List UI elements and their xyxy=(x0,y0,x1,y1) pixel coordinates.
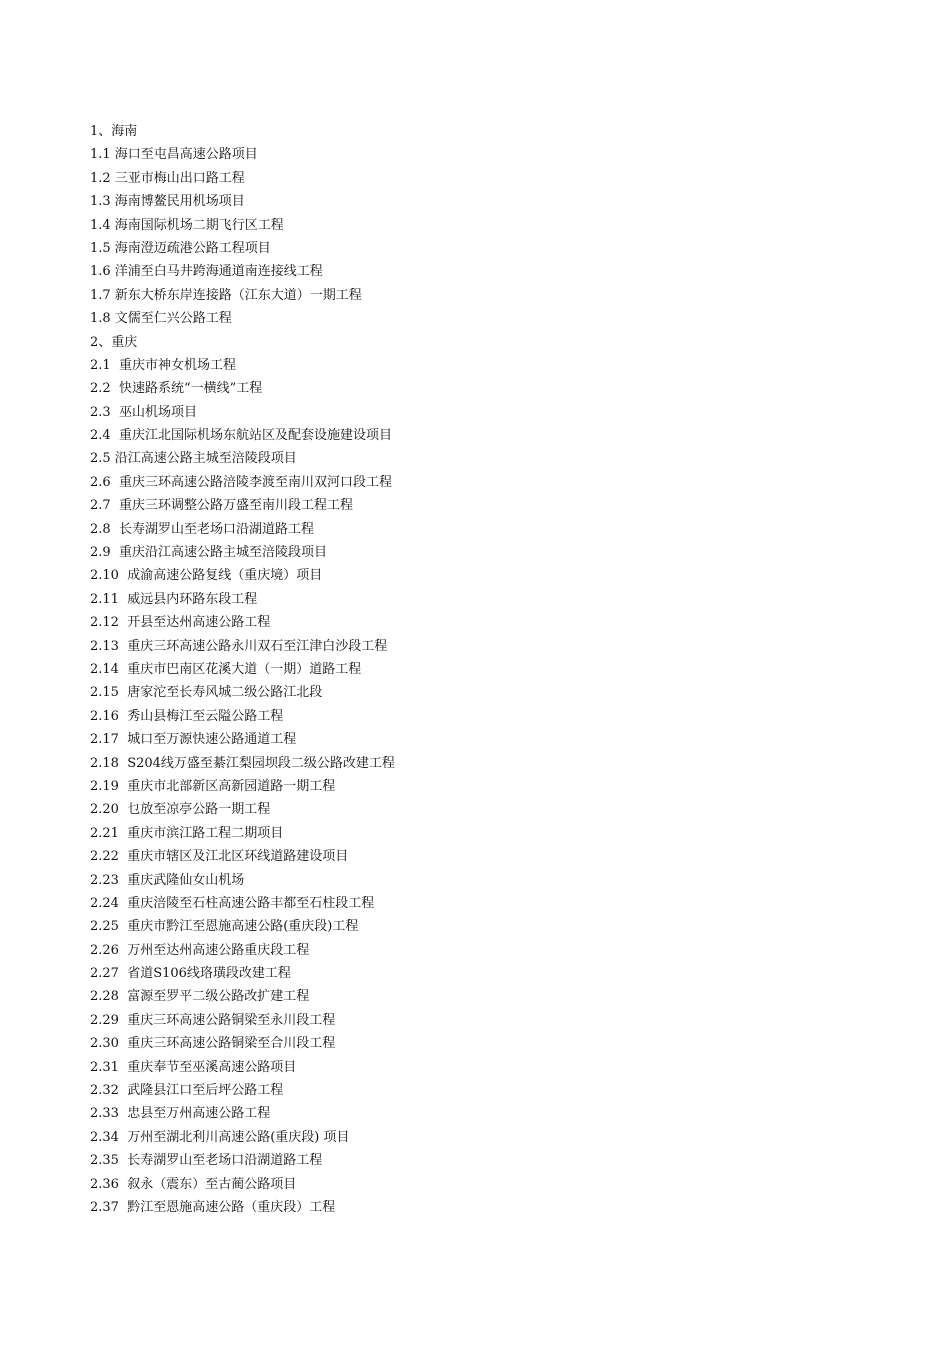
list-item: 1.6 洋浦至白马井跨海通道南连接线工程 xyxy=(90,264,323,280)
list-item: 2.1 重庆市神女机场工程 xyxy=(90,357,236,373)
list-item: 2.33 忠县至万州高速公路工程 xyxy=(90,1106,271,1122)
list-item: 2.29 重庆三环高速公路铜梁至永川段工程 xyxy=(90,1012,336,1028)
list-item: 2.18 S204线万盛至綦江梨园坝段二级公路改建工程 xyxy=(90,755,395,771)
list-item: 2.36 叙永（震东）至古蔺公路项目 xyxy=(90,1176,297,1192)
list-item: 2.24 重庆涪陵至石柱高速公路丰都至石柱段工程 xyxy=(90,895,375,911)
list-item: 2.32 武隆县江口至后坪公路工程 xyxy=(90,1083,284,1099)
list-item: 2.27 省道S106线珞璜段改建工程 xyxy=(90,966,291,982)
list-item: 2.37 黔江至恩施高速公路（重庆段）工程 xyxy=(90,1199,336,1215)
list-item: 2.11 威远县内环路东段工程 xyxy=(90,591,258,607)
list-item: 2.35 长寿湖罗山至老场口沿湖道路工程 xyxy=(90,1153,323,1169)
list-item: 2.3 巫山机场项目 xyxy=(90,404,197,420)
list-item: 2.7 重庆三环调整公路万盛至南川段工程工程 xyxy=(90,498,353,514)
project-list xyxy=(90,120,910,1219)
list-item: 2.10 成渝高速公路复线（重庆境）项目 xyxy=(90,568,323,584)
list-item: 2.16 秀山县梅江至云隘公路工程 xyxy=(90,708,284,724)
list-item: 2.4 重庆江北国际机场东航站区及配套设施建设项目 xyxy=(90,428,392,444)
list-item: 2.21 重庆市滨江路工程二期项目 xyxy=(90,825,284,841)
list-item: 2、重庆 xyxy=(90,334,138,350)
list-item: 1.5 海南澄迈疏港公路工程项目 xyxy=(90,240,271,256)
list-item: 1、海南 xyxy=(90,124,138,139)
list-item: 2.12 开县至达州高速公路工程 xyxy=(90,615,271,631)
list-item: 1.7 新东大桥东岸连接路（江东大道）一期工程 xyxy=(90,287,362,303)
list-item: 1.4 海南国际机场二期飞行区工程 xyxy=(90,217,284,233)
list-item: 2.14 重庆市巴南区花溪大道（一期）道路工程 xyxy=(90,661,362,677)
list-item: 2.28 富源至罗平二级公路改扩建工程 xyxy=(90,989,310,1005)
list-item: 2.20 乜放至凉亭公路一期工程 xyxy=(90,802,271,818)
list-item: 2.30 重庆三环高速公路铜梁至合川段工程 xyxy=(90,1036,336,1052)
list-item: 2.9 重庆沿江高速公路主城至涪陵段项目 xyxy=(90,545,327,561)
list-item: 2.8 长寿湖罗山至老场口沿湖道路工程 xyxy=(90,521,314,537)
list-item: 2.5 沿江高速公路主城至涪陵段项目 xyxy=(90,451,297,467)
list-item: 2.23 重庆武隆仙女山机场 xyxy=(90,872,245,888)
list-item: 1.1 海口至屯昌高速公路项目 xyxy=(90,147,258,163)
list-item: 2.19 重庆市北部新区高新园道路一期工程 xyxy=(90,778,336,794)
list-item: 1.2 三亚市梅山出口路工程 xyxy=(90,170,245,186)
list-item: 2.17 城口至万源快速公路通道工程 xyxy=(90,732,297,748)
list-item: 2.13 重庆三环高速公路永川双石至江津白沙段工程 xyxy=(90,638,388,654)
list-item: 2.34 万州至湖北利川高速公路(重庆段) 项目 xyxy=(90,1129,350,1145)
list-item: 2.6 重庆三环高速公路涪陵李渡至南川双河口段工程 xyxy=(90,474,392,490)
list-item: 2.22 重庆市辖区及江北区环线道路建设项目 xyxy=(90,849,349,865)
list-item: 1.3 海南博鳌民用机场项目 xyxy=(90,194,245,210)
list-item: 2.25 重庆市黔江至恩施高速公路(重庆段)工程 xyxy=(90,919,359,935)
list-item: 1.8 文儒至仁兴公路工程 xyxy=(90,311,232,327)
list-item: 2.15 唐家沱至长寿风城二级公路江北段 xyxy=(90,685,323,701)
list-item: 2.26 万州至达州高速公路重庆段工程 xyxy=(90,942,310,958)
list-item: 2.31 重庆奉节至巫溪高速公路项目 xyxy=(90,1059,297,1075)
list-item: 2.2 快速路系统“一横线”工程 xyxy=(90,381,263,397)
